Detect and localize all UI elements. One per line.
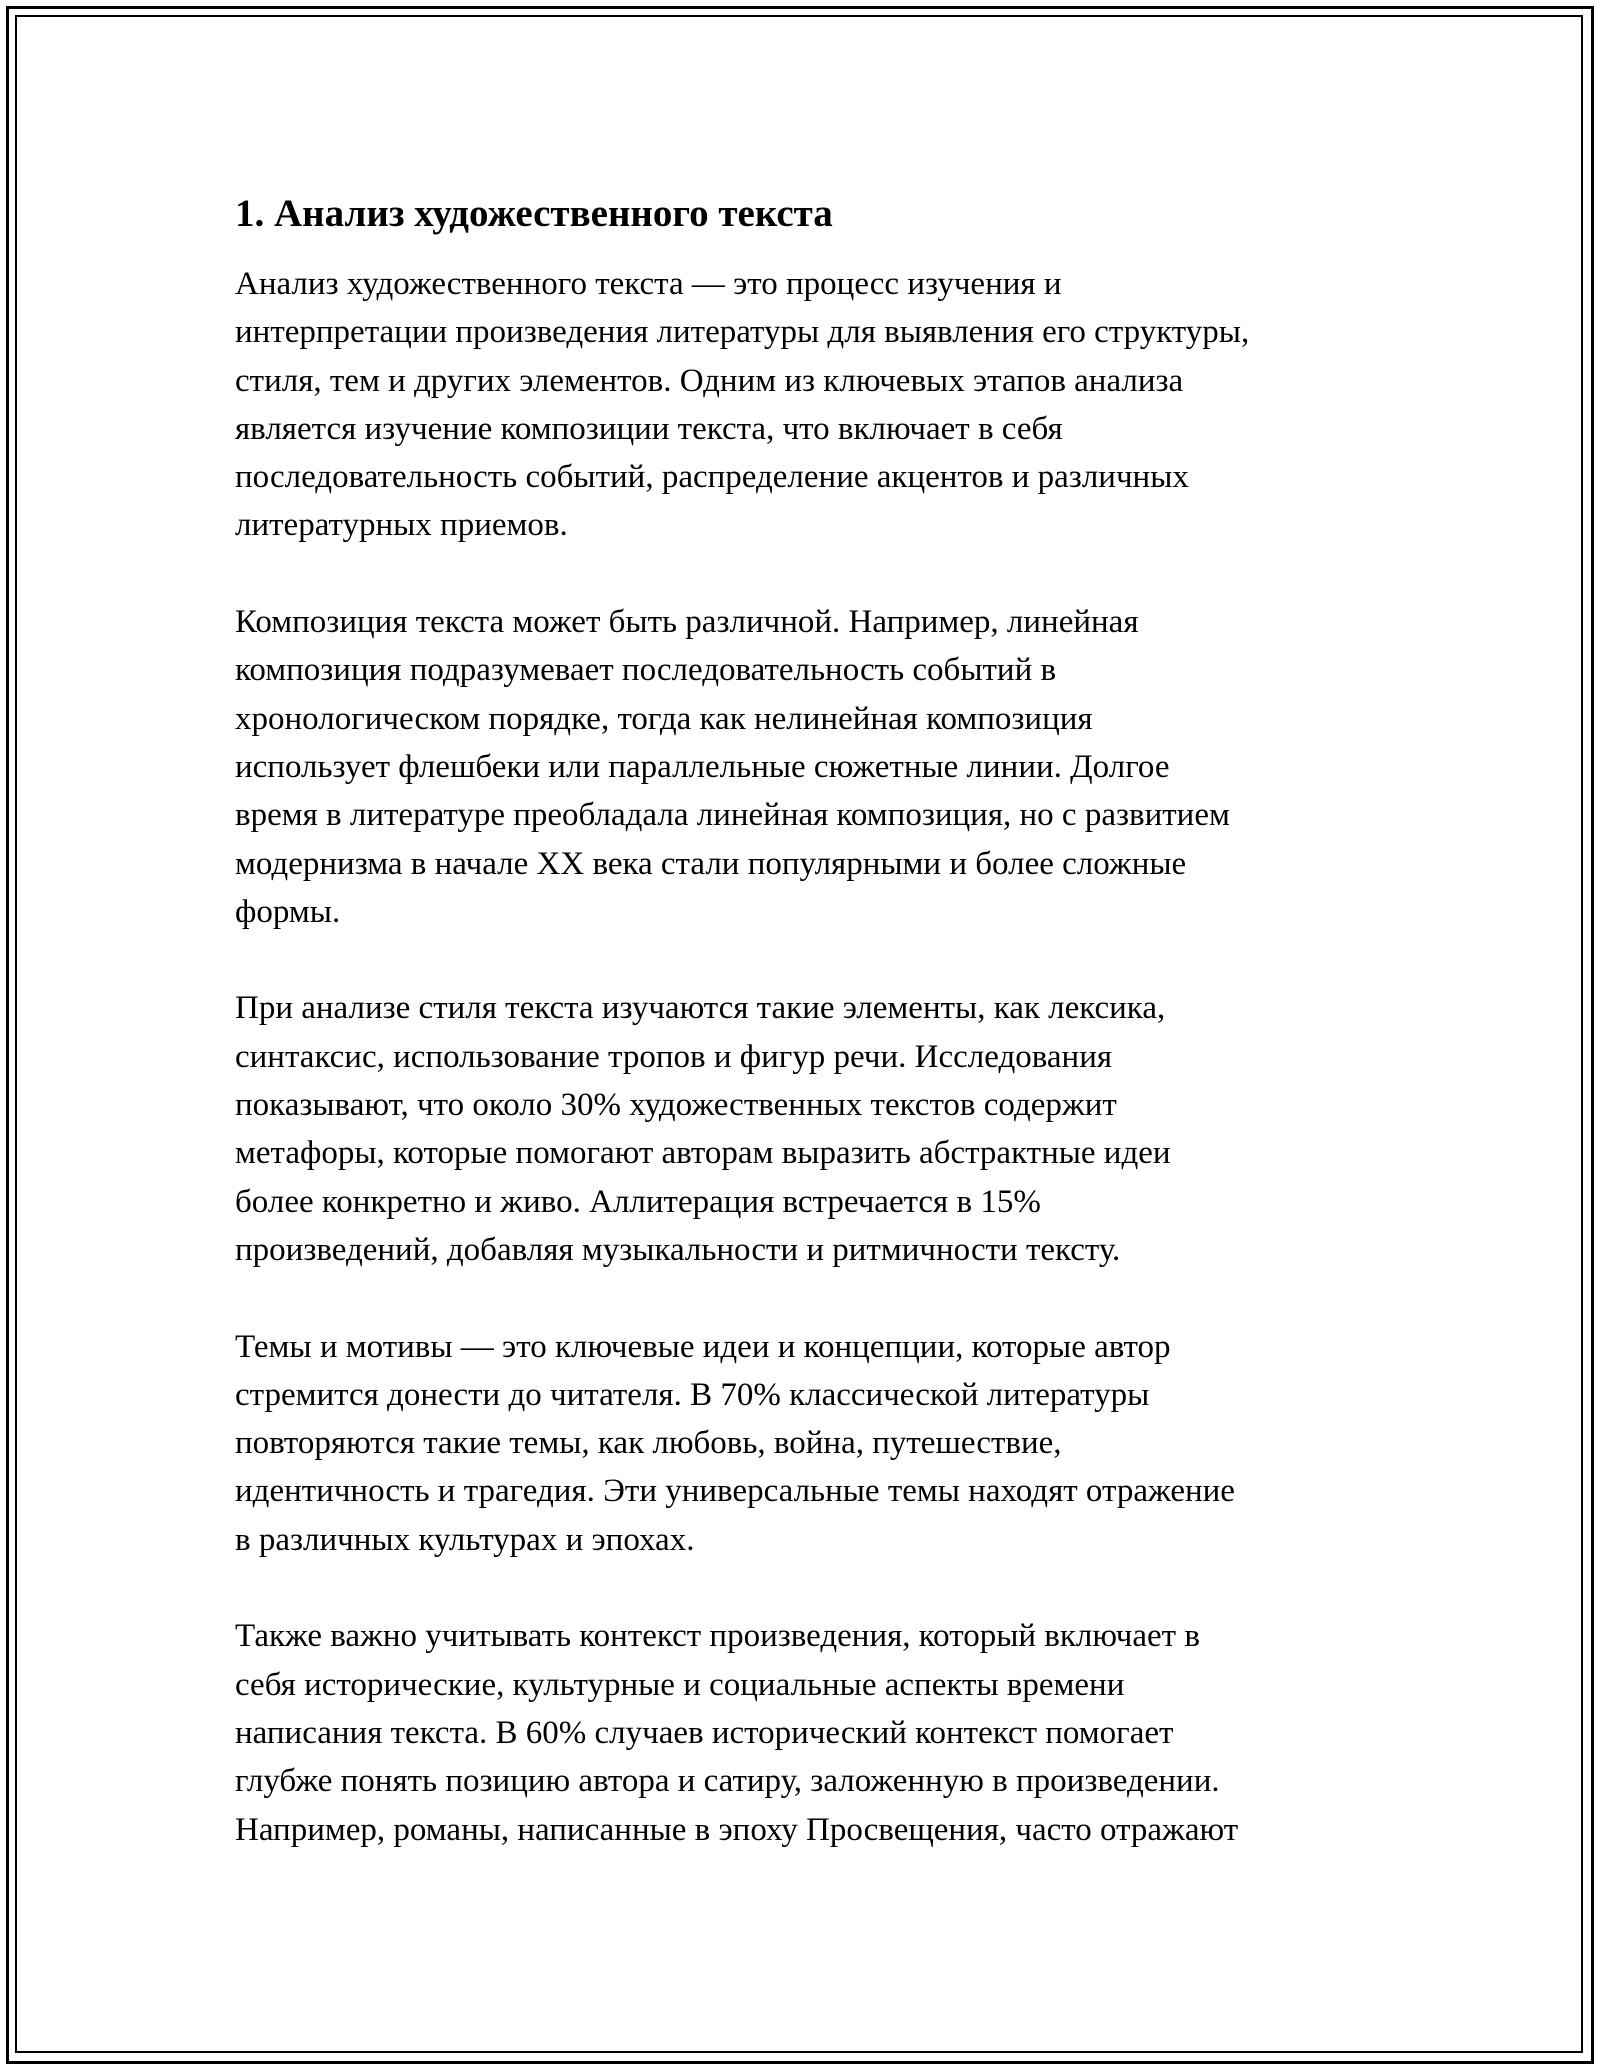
text-line: идентичность и трагедия. Эти универсальные темы находят отражение bbox=[235, 1473, 1235, 1510]
text-line: использует флешбеки или параллельные сюжетные линии. Долгое bbox=[235, 748, 1170, 785]
text-line: хронологическом порядке, тогда как нелинейная композиция bbox=[235, 700, 1093, 737]
text-line: интерпретации произведения литературы для выявления его структуры, bbox=[235, 314, 1250, 351]
text-line: глубже понять позицию автора и сатиру, заложенную в произведении. bbox=[235, 1763, 1220, 1800]
text-line: стремится донести до читателя. В 70% классической литературы bbox=[235, 1376, 1150, 1413]
paragraph-context bbox=[235, 1612, 1385, 1853]
text-line: себя исторические, культурные и социальные аспекты времени bbox=[235, 1666, 1125, 1703]
text-line: в различных культурах и эпохах. bbox=[235, 1521, 695, 1558]
text-line: произведений, добавляя музыкальности и ритмичности тексту. bbox=[235, 1231, 1121, 1268]
text-line: модернизма в начале XX века стали популярными и более сложные bbox=[235, 845, 1187, 882]
text-line: написания текста. В 60% случаев исторический контекст помогает bbox=[235, 1714, 1174, 1751]
text-line: более конкретно и живо. Аллитерация встречается в 15% bbox=[235, 1183, 1041, 1220]
text-line: формы. bbox=[235, 893, 341, 930]
text-line: метафоры, которые помогают авторам выразить абстрактные идеи bbox=[235, 1135, 1171, 1172]
text-line: синтаксис, использование тропов и фигур речи. Исследования bbox=[235, 1038, 1113, 1075]
text-line: При анализе стиля текста изучаются такие элементы, как лексика, bbox=[235, 990, 1166, 1027]
paragraph-themes bbox=[235, 1323, 1385, 1564]
section-heading: 1. Анализ художественного текста bbox=[235, 192, 833, 235]
paragraph-composition-types bbox=[235, 598, 1385, 936]
text-line: показывают, что около 30% художественных текстов содержит bbox=[235, 1087, 1117, 1124]
text-line: Например, романы, написанные в эпоху Просвещения, часто отражают bbox=[235, 1811, 1239, 1848]
text-line: повторяются такие темы, как любовь, война, путешествие, bbox=[235, 1425, 1062, 1462]
text-line: композиция подразумевает последовательность событий в bbox=[235, 652, 1057, 689]
text-line: Темы и мотивы — это ключевые идеи и концепции, которые автор bbox=[235, 1328, 1171, 1365]
text-line: Композиция текста может быть различной. Например, линейная bbox=[235, 604, 1139, 641]
paragraph-style bbox=[235, 984, 1385, 1274]
text-line: литературных приемов. bbox=[235, 507, 568, 544]
text-line: Анализ художественного текста — это процесс изучения и bbox=[235, 266, 1062, 302]
document-body bbox=[235, 182, 1385, 1902]
text-line: последовательность событий, распределение акцентов и различных bbox=[235, 459, 1189, 496]
text-line: время в литературе преобладала линейная композиция, но с развитием bbox=[235, 797, 1230, 834]
text-line: стиля, тем и других элементов. Одним из ключевых этапов анализа bbox=[235, 362, 1184, 399]
text-line: Также важно учитывать контекст произведения, который включает в bbox=[235, 1618, 1200, 1655]
text-line: является изучение композиции текста, что включает в себя bbox=[235, 410, 1063, 447]
paragraph-composition-intro bbox=[235, 260, 1385, 550]
